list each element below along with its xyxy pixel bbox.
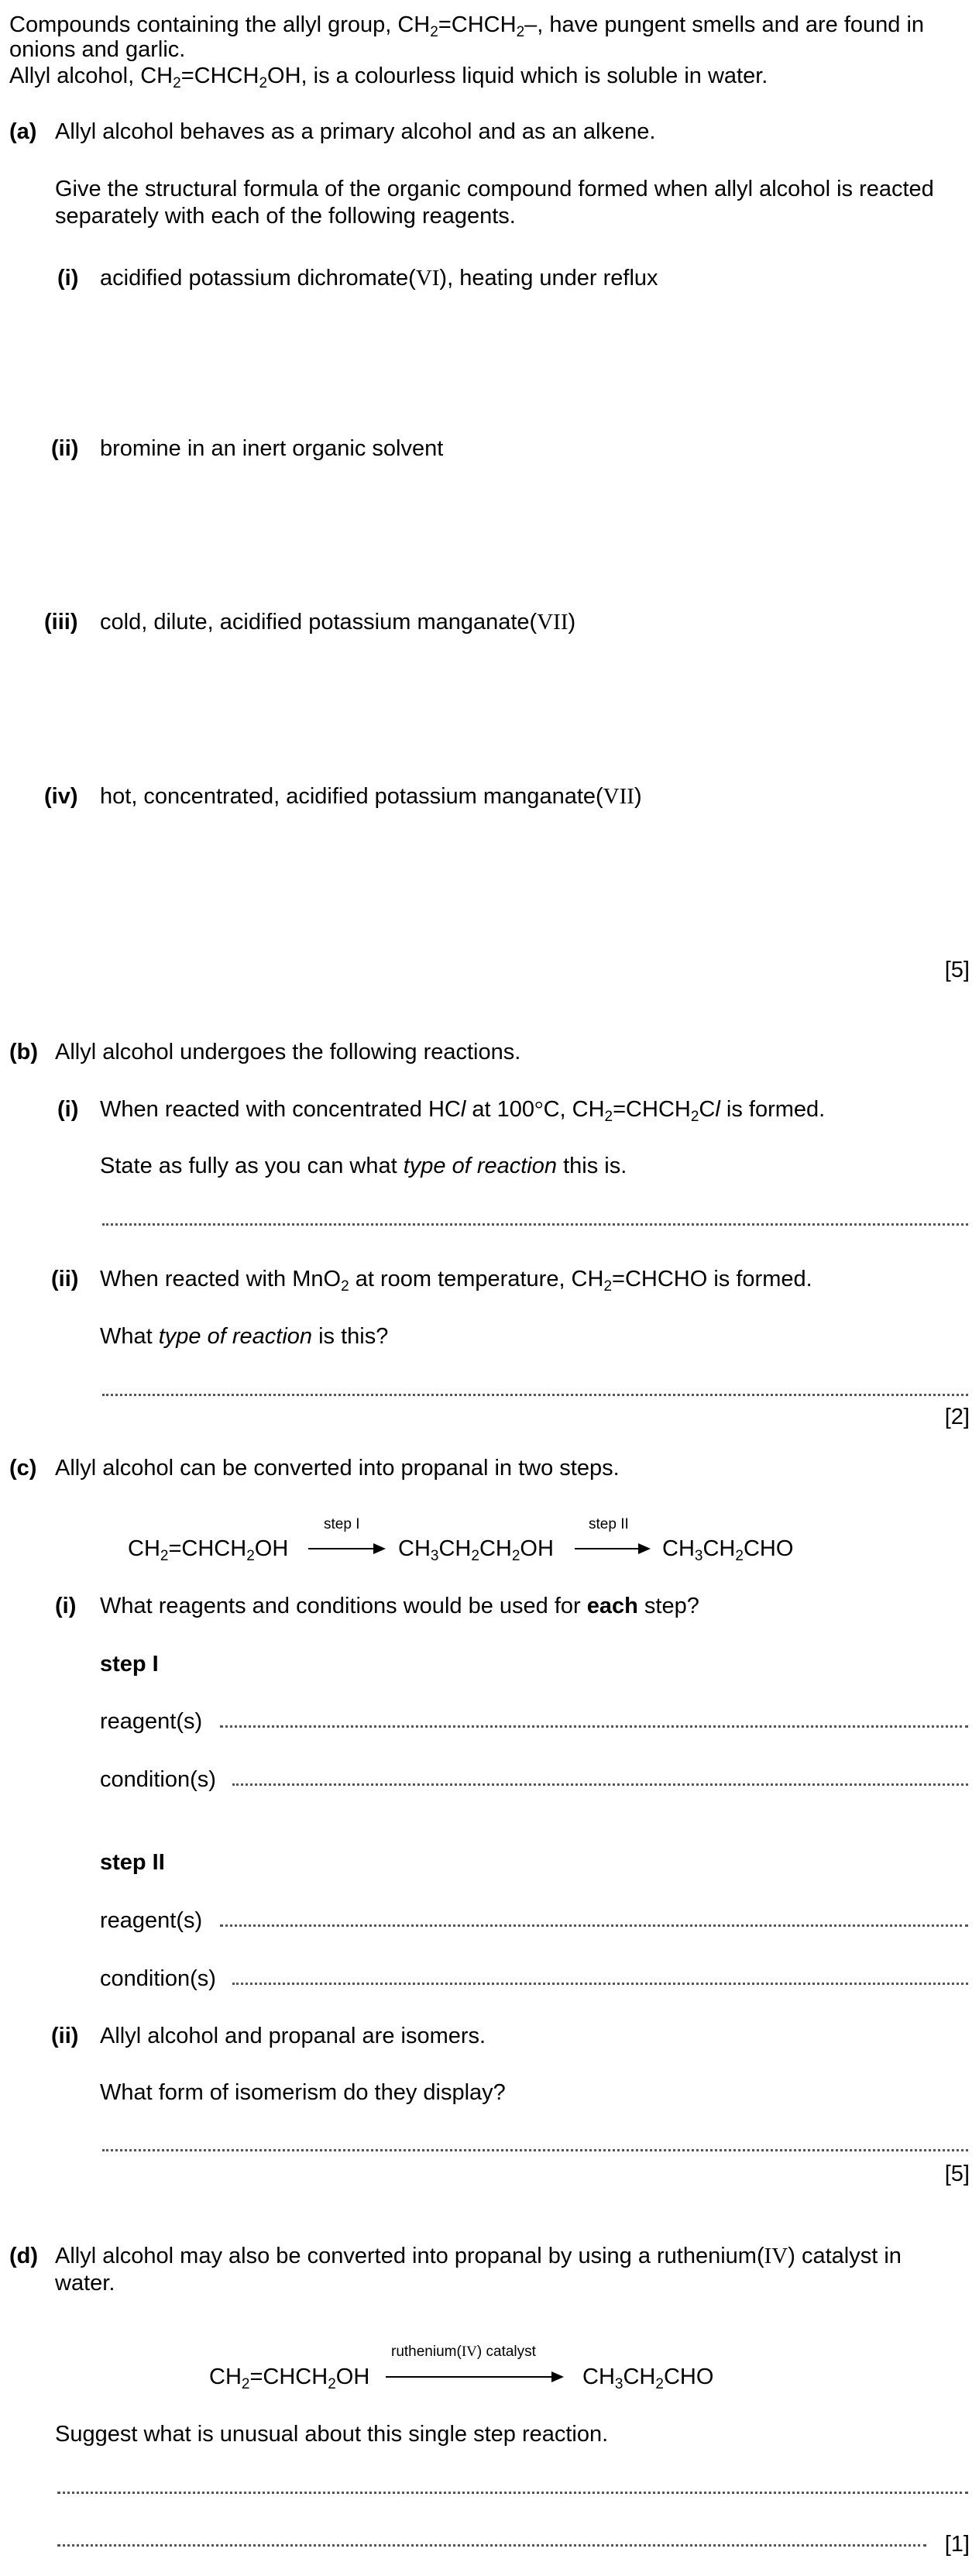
- part-c-marks: [5]: [944, 2162, 970, 2186]
- catalyst-arrow-icon: [386, 2376, 562, 2378]
- intro-line-1: Compounds containing the allyl group, $CH_2=CHCH_2-$, have pungent smells and are found in: [9, 12, 925, 40]
- step-1-conditions-label: condition(s): [100, 1767, 216, 1792]
- part-c-ii-label: (ii): [51, 2024, 79, 2048]
- part-b-marks: [2]: [944, 1405, 970, 1429]
- part-d-equation-product: $CH_3CH_2CHO$: [582, 2364, 714, 2392]
- step-2-conditions-answer-line[interactable]: [232, 1983, 968, 1985]
- part-a-stem: Allyl alcohol behaves as a primary alcohol and as an alkene.: [55, 119, 656, 144]
- part-c-stem: Allyl alcohol can be converted into propanal in two steps.: [55, 1456, 620, 1481]
- step-1-reagents-label: reagent(s): [100, 1709, 203, 1734]
- part-d-stem-1: Allyl alcohol may also be converted into propanal by using a ruthenium(IV) catalyst in: [55, 2244, 902, 2268]
- part-c-label: (c): [9, 1456, 37, 1481]
- step-1-conditions-answer-line[interactable]: [232, 1783, 968, 1786]
- part-b-i-answer-line[interactable]: [102, 1223, 968, 1226]
- step-1-heading: step I: [100, 1652, 159, 1677]
- part-a-instruction-1: Give the structural formula of the organic compound formed when allyl alcohol is reacted: [55, 177, 934, 201]
- part-a-instruction-2: separately with each of the following reagents.: [55, 204, 516, 229]
- part-b-ii-question: What type of reaction is this?: [100, 1324, 389, 1349]
- step-2-arrow-label: step II: [589, 1516, 629, 1532]
- part-d-question: Suggest what is unusual about this single step reaction.: [55, 2422, 609, 2447]
- intro-line-2: onions and garlic.: [9, 37, 186, 62]
- part-d-answer-line-2[interactable]: [57, 2544, 926, 2547]
- part-d-marks: [1]: [944, 2532, 970, 2557]
- part-b-ii-text: When reacted with MnO$_2$ at room temperature, $CH_2=CHCHO$ is formed.: [100, 1267, 812, 1295]
- part-c-equation-product: $CH_3CH_2CHO$: [662, 1536, 794, 1564]
- part-b-ii-answer-line[interactable]: [102, 1394, 968, 1396]
- step-2-reagents-answer-line[interactable]: [220, 1924, 968, 1927]
- part-b-i-question: State as fully as you can what type of reaction this is.: [100, 1154, 627, 1178]
- step-2-arrow-icon: [575, 1548, 649, 1549]
- part-c-equation-intermediate: $CH_3CH_2CH_2OH$: [398, 1536, 554, 1564]
- part-d-equation-reactant: $CH_2=CHCH_2OH$: [209, 2364, 370, 2392]
- part-d-answer-line-1[interactable]: [57, 2492, 968, 2494]
- part-a-iv-label: (iv): [44, 784, 78, 809]
- part-a-iv-text: hot, concentrated, acidified potassium manganate(VII): [100, 784, 642, 809]
- part-b-i-label: (i): [57, 1097, 79, 1122]
- catalyst-arrow-label: ruthenium(IV) catalyst: [391, 2344, 536, 2360]
- part-c-equation-reactant: $CH_2=CHCH_2OH$: [128, 1536, 289, 1564]
- part-c-ii-question: What form of isomerism do they display?: [100, 2080, 506, 2105]
- part-c-i-label: (i): [55, 1594, 77, 1618]
- part-b-stem: Allyl alcohol undergoes the following reactions.: [55, 1040, 521, 1064]
- step-1-arrow-label: step I: [324, 1516, 360, 1532]
- step-1-arrow-icon: [308, 1548, 384, 1549]
- step-2-conditions-label: condition(s): [100, 1966, 216, 1991]
- part-a-label: (a): [9, 119, 37, 144]
- part-c-i-text: What reagents and conditions would be used for each step?: [100, 1594, 699, 1618]
- part-a-ii-label: (ii): [51, 436, 79, 461]
- part-d-label: (d): [9, 2244, 39, 2268]
- part-a-i-text: acidified potassium dichromate(VI), heating under reflux: [100, 266, 658, 291]
- part-a-iii-label: (iii): [44, 610, 78, 635]
- intro-line-3: Allyl alcohol, $CH_2=CHCH_2OH$, is a colourless liquid which is soluble in water.: [9, 64, 768, 91]
- part-b-label: (b): [9, 1040, 39, 1064]
- part-a-i-label: (i): [57, 266, 79, 291]
- part-b-ii-label: (ii): [51, 1267, 79, 1291]
- part-d-stem-2: water.: [55, 2271, 115, 2296]
- step-2-heading: step II: [100, 1850, 165, 1875]
- part-a-marks: [5]: [944, 958, 970, 982]
- part-a-ii-text: bromine in an inert organic solvent: [100, 436, 444, 461]
- part-c-ii-answer-line[interactable]: [102, 2149, 968, 2151]
- step-1-reagents-answer-line[interactable]: [220, 1725, 968, 1728]
- step-2-reagents-label: reagent(s): [100, 1908, 203, 1933]
- part-c-ii-text: Allyl alcohol and propanal are isomers.: [100, 2024, 486, 2048]
- part-b-i-text: When reacted with concentrated HCl at 100°C, $CH_2=CHCH_2Cl$ is formed.: [100, 1097, 826, 1125]
- part-a-iii-text: cold, dilute, acidified potassium manganate(VII): [100, 610, 576, 635]
